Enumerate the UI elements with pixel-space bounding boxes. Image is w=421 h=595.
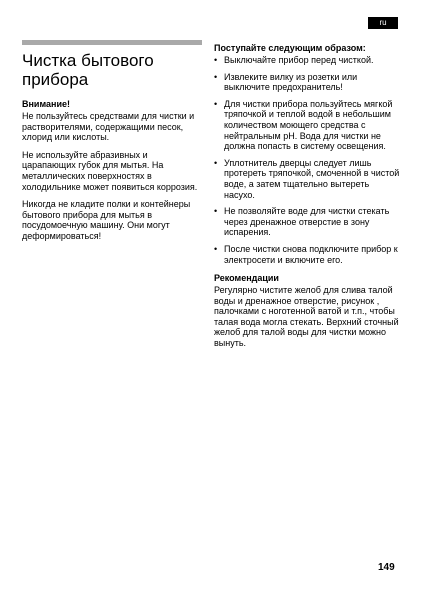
- list-item: • Не позволяйте воде для чистки стекать через дренажное отверстие в зону испарения.: [214, 206, 400, 238]
- procedure-heading: Поступайте следующим образом:: [214, 43, 366, 53]
- section-rule: [22, 40, 202, 45]
- right-column: [214, 43, 400, 356]
- recommendations-heading: Рекомендации: [214, 273, 279, 284]
- list-item: • Извлеките вилку из розетки или выключите предохранитель!: [214, 72, 400, 93]
- warning-paragraph-3: Никогда не кладите полки и контейнеры бытового прибора для мытья в посудомоечную машину. Они могут деформироваться!: [22, 199, 191, 241]
- section-title: Чистка бытового прибора: [22, 51, 154, 89]
- procedure-list: [214, 55, 400, 265]
- left-column: [22, 40, 202, 249]
- list-item: • Уплотнитель дверцы следует лишь протереть тряпочкой, смоченной в чистой воде, а затем тщательно вытереть насухо.: [214, 158, 400, 200]
- recommendations-text-1: Регулярно чистите желоб для слива талой воды и дренажное отверстие, рисунок: [214, 285, 393, 306]
- warning-paragraph-2: Не используйте абразивных и царапающих губок для мытья. На металлических поверхностях в холодильнике может появиться коррозия.: [22, 149, 198, 192]
- list-item: • Для чистки прибора пользуйтесь мягкой тряпочкой и теплой водой в небольшим количеством моющего средства с нейтральным pH. Вода для чистки не должна попасть в систему освещения.: [214, 99, 400, 152]
- list-item: • Выключайте прибор перед чисткой.: [214, 55, 400, 66]
- list-item: • После чистки снова подключите прибор к электросети и включите его.: [214, 244, 400, 265]
- attention-heading: Внимание!: [22, 99, 70, 109]
- page-number: 149: [378, 562, 395, 573]
- recommendations-paragraph: [214, 285, 400, 349]
- warning-paragraph-1: Не пользуйтесь средствами для чистки и растворителями, содержащими песок, хлорид или кислоты.: [22, 111, 195, 143]
- language-tab: ru: [368, 17, 398, 29]
- recommendations-text-2: , палочками с ноготенной ватой и т.п., чтобы талая вода могла стекать. Верхний сточный желоб для талой воды для чистки можно вынуть.: [214, 295, 399, 349]
